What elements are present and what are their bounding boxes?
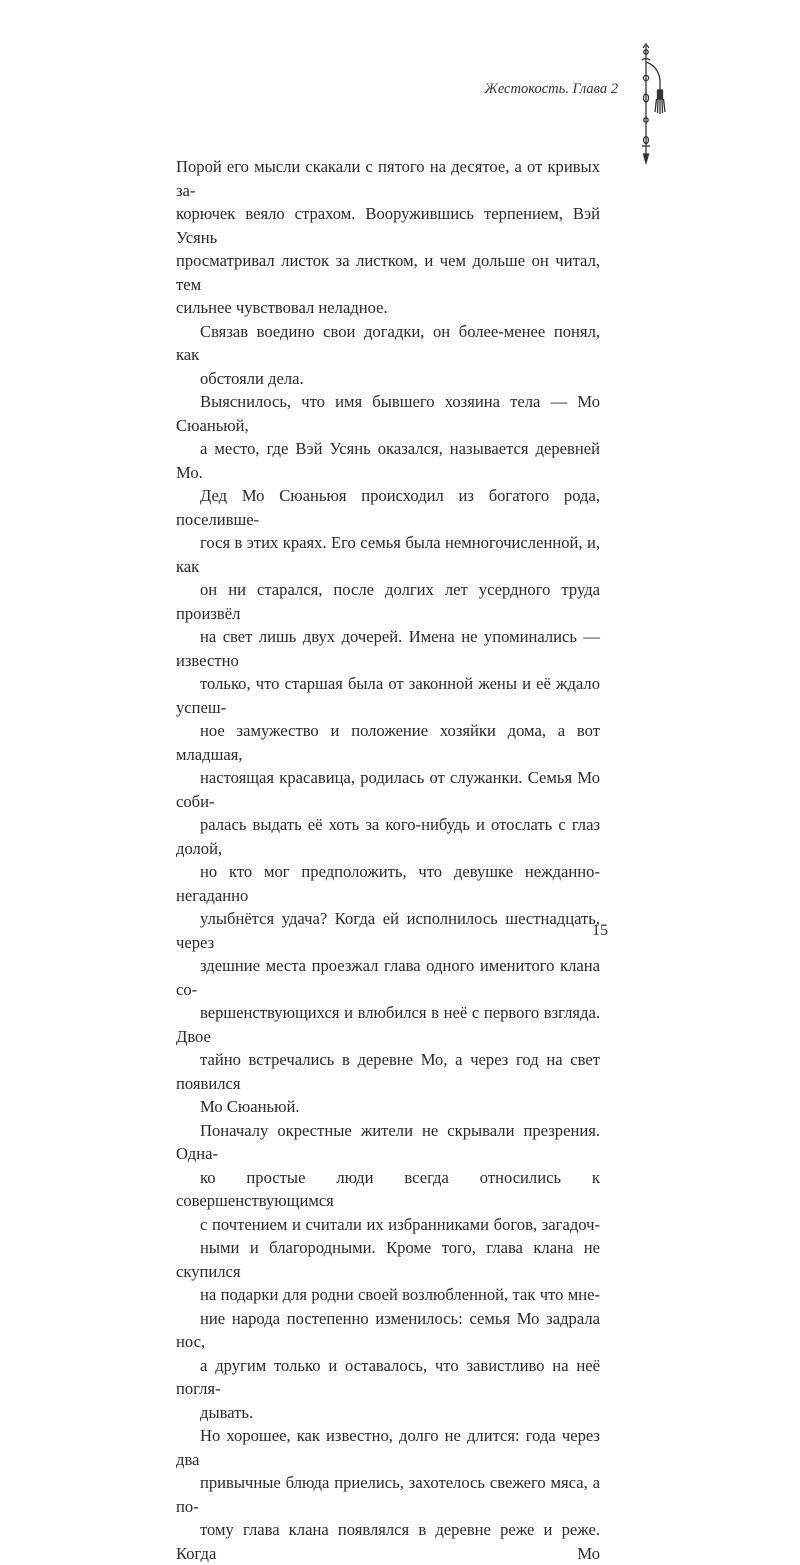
page-number: 15 — [592, 922, 608, 939]
text-line: с почтением и считали их избранниками богов, загадоч- — [200, 1214, 600, 1234]
text-line: Поначалу окрестные жители не скрывали презрения. Одна- — [176, 1120, 600, 1163]
text-line: тайно встречались в деревне Мо, а через год на свет появился — [176, 1050, 600, 1093]
text-line: сильнее чувствовал неладное. — [176, 298, 388, 317]
text-line: гося в этих краях. Его семья была немногочисленной, и, как — [176, 533, 600, 576]
text-line: Дед Мо Сюаньюя происходил из богатого рода, поселивше- — [176, 486, 600, 529]
paragraph — [176, 1119, 600, 1425]
text-line: корючек веяло страхом. Вооружившись терпением, Вэй Усянь — [176, 204, 600, 247]
text-line: а место, где Вэй Усянь оказался, называется деревней Мо. — [176, 439, 600, 482]
text-line: дывать. — [200, 1402, 254, 1422]
text-line: здешние места проезжал глава одного именитого клана со- — [176, 956, 600, 999]
text-line: на подарки для родни своей возлюбленной, так что мне- — [200, 1285, 600, 1304]
text-line: привычные блюда приелись, захотелось свежего мяса, а по- — [176, 1473, 600, 1516]
running-head-title: Жестокость. Глава 2 — [484, 81, 618, 97]
text-line: настоящая красавица, родилась от служанки. Семья Мо соби- — [176, 768, 600, 811]
body-text — [176, 155, 600, 1565]
text-line: Связав воедино свои догадки, он более-менее понял, как — [176, 321, 600, 364]
text-line: ние народа постепенно изменилось: семья Мо задрала нос, — [176, 1308, 600, 1351]
text-line: обстояли дела. — [200, 368, 304, 388]
text-line: Порой его мысли скакали с пятого на десятое, а от кривых за- — [176, 157, 600, 200]
text-line: на свет лишь двух дочерей. Имена не упоминались — известно — [176, 627, 600, 670]
text-line: он ни старался, после долгих лет усердного труда произвёл — [176, 580, 600, 623]
text-line: тому глава клана появлялся в деревне реже и реже. Когда Мо — [176, 1520, 600, 1563]
text-line: просматривал листок за листком, и чем дольше он читал, тем — [176, 251, 600, 294]
text-line: но кто мог предположить, что девушке нежданно-негаданно — [176, 862, 600, 905]
text-line: улыбнётся удача? Когда ей исполнилось шестнадцать, через — [176, 909, 600, 952]
text-line: а другим только и оставалось, что завистливо на неё погля- — [176, 1355, 600, 1398]
text-line: ное замужество и положение хозяйки дома, а вот младшая, — [176, 721, 600, 764]
text-line: Выяснилось, что имя бывшего хозяина тела — Мо Сюаньюй, — [176, 392, 600, 435]
text-line: ко простые люди всегда относились к совершенствующимся — [176, 1167, 600, 1210]
text-line: Мо Сюаньюй. — [200, 1097, 300, 1116]
paragraph — [176, 390, 600, 484]
text-line: только, что старшая была от законной жены и её ждало успеш- — [176, 674, 600, 717]
text-line: вершенствующихся и влюбился в неё с первого взгляда. Двое — [176, 1003, 600, 1046]
text-line: ными и благородными. Кроме того, глава клана не скупился — [176, 1238, 600, 1281]
paragraph — [176, 484, 600, 1119]
paragraph — [176, 1424, 600, 1565]
hanging-tassel-ornament — [622, 42, 674, 166]
text-line: Но хорошее, как известно, долго не длится: года через два — [176, 1426, 600, 1469]
paragraph — [176, 155, 600, 320]
text-line: ралась выдать её хоть за кого-нибудь и отослать с глаз долой, — [176, 815, 600, 858]
paragraph — [176, 320, 600, 391]
